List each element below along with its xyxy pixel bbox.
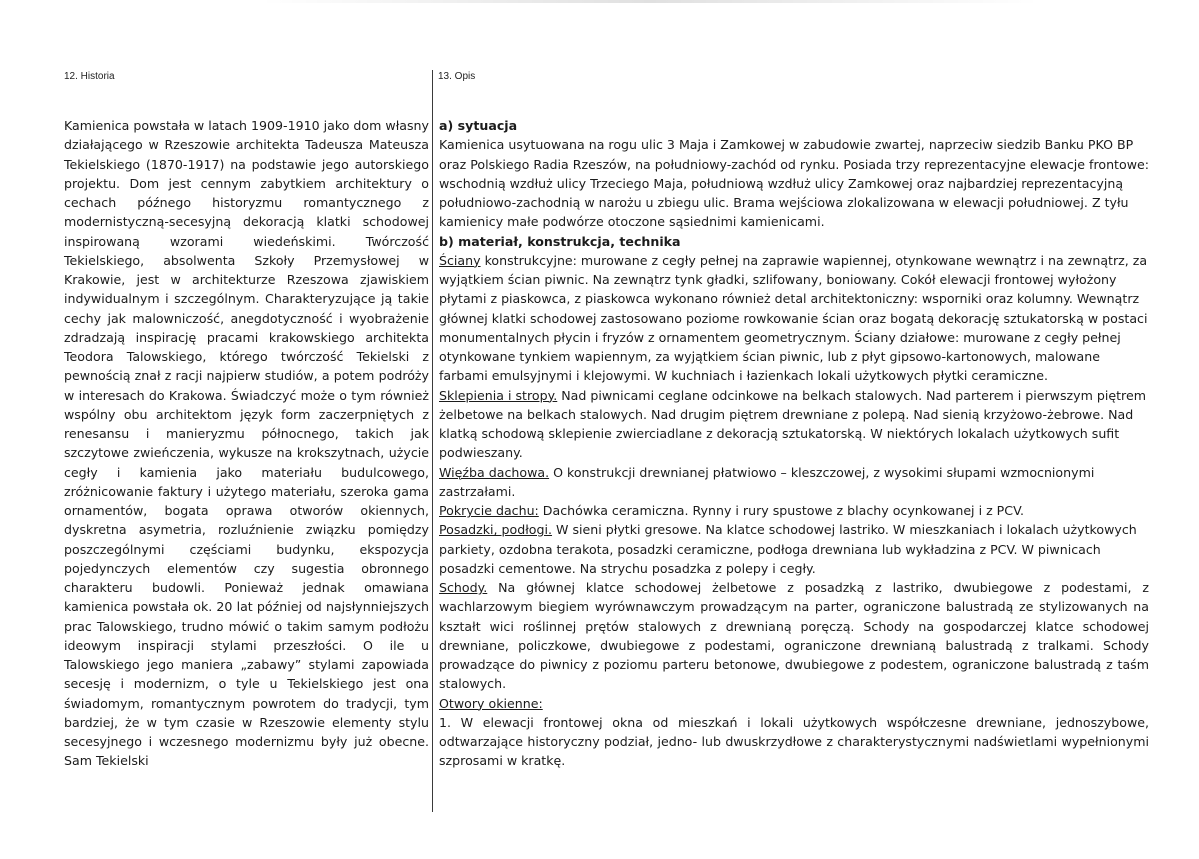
historia-text: Kamienica powstała w latach 1909-1910 jako dom własny działającego w Rzeszowie architekta Tadeusza Mateusza Tekielskiego (1870-1917) na podstawie jego autorskiego projektu. Dom jest cennym zabytkiem architektury o cechach późnego historyzmu romantycznego z modernistyczną-secesyjną dekoracją klatki schodowej inspirowaną wzorami wiedeńskimi. Twórczość Tekielskiego, absolwenta Szkoły Przemysłowej w Krakowie, jest w architekturze Rzeszowa zjawiskiem indywidualnym i szczególnym. Charakteryzujące ją takie cechy jak malowniczość, anegdotyczność i wyobrażenie zdradzają inspirację pracami krakowskiego architekta Teodora Talowskiego, którego twórczość Tekielski z pewnością znał z racji najpierw studiów, a potem podróży w interesach do Krakowa. Świadczyć może o tym również wspólny obu architektom język form zaczerpniętych z renesansu i manieryzmu północnego, takich jak szczytowe zwieńczenia, wykusze na krokszytnach, użycie cegły i kamienia jako materiału budulcowego, zróżnicowanie faktury i użytego materiału, szeroka gama ornamentów, bogata oprawa otworów okiennych, dyskretna asymetria, rozluźnienie związku pomiędzy poszczególnymi częściami budynku, ekspozycja pojedynczych elementów czy sugestia obronnego charakteru budowli. Ponieważ jednak omawiana kamienica powstała ok. 20 lat później od najsłynniejszych prac Talowskiego, trudno mówić o takim samym podłożu ideowym inspiracji stylami przeszłości. O ile u Talowskiego jego maniera „zabawy” stylami zapowiada secesję i modernizm, o tyle u Tekielskiego jest ona świadomym, romantycznym powrotem do tradycji, tym bardziej, że w tym czasie w Rzeszowie elementy stylu secesyjnego i wczesnego modernizmu były już obecne. Sam Tekielski [64,118,429,769]
otwory-label: Otwory okienne: [439,695,543,711]
otwory-text: 1. W elewacji frontowej okna od mieszkań i lokali użytkowych współczesne drewniane, jednoszybowe, odtwarzające historyczny podział, jedno- lub dwuskrzydłowe z charakterystycznymi nadświetlami wypełnionymi szprosami w kratkę. [439,714,1149,769]
wiezba-paragraph [439,463,1149,502]
schody-paragraph [439,578,1149,694]
sciany-text: konstrukcyjne: murowane z cegły pełnej na zaprawie wapiennej, otynkowane wewnątrz i na zewnątrz, za wyjątkiem ścian piwnic. Na zewnątrz tynk gładki, szlifowany, boniowany. Cokół elewacji frontowej wyłożony płytami z piaskowca, z piaskowca wykonano również detal architektoniczny: wsporniki oraz kolumny. Wewnątrz głównej klatki schodowej zastosowano poziome rowkowanie ścian oraz bogatą dekorację sztukatorską w postaci monumentalnych płycin i fryzów z ornamentem geometrycznym. Ściany działowe: murowane z cegły pełnej otynkowane tynkiem wapiennym, za wyjątkiem ścian piwnic, lub z płyt gipsowo-kartonowych, malowane farbami emulsyjnymi i klejowymi. W kuchniach i łazienkach lokali użytkowych płytki ceramiczne. [439,252,1148,384]
pokrycie-paragraph [439,501,1149,520]
section-headers [0,70,1199,86]
sklepienia-text: Nad piwnicami ceglane odcinkowe na belkach stalowych. Nad parterem i pierwszym piętrem żelbetowe na belkach stalowych. Nad drugim piętrem drewniane z polepą. Nad sienią krzyżowo-żebrowe. Nad klatką schodową sklepienie zwierciadlane z dekoracją sztukatorską. W niektórych lokalach użytkowych sufit podwieszany. [439,387,1146,461]
opis-column [439,116,1149,771]
scan-edge-shadow [260,0,1040,3]
wiezba-label: Więźba dachowa. [439,464,550,480]
wiezba-text: O konstrukcji drewnianej płatwiowo – kleszczowej, z wysokimi słupami wzmocnionymi zastrzałami. [439,464,1095,499]
column-divider [432,70,433,812]
historia-header: 12. Historia [64,71,115,82]
posadzki-label: Posadzki, podłogi. [439,522,553,538]
sklepienia-paragraph [439,386,1149,463]
posadzki-text: W sieni płytki gresowe. Na klatce schodowej lastriko. W mieszkaniach i lokalach użytkowych parkiety, ozdobna terakota, posadzki ceramiczne, podłoga drewniana lub wykładzina z PCV. W piwnicach posadzki cementowe. Na strychu posadzka z polepy i cegły. [439,522,1137,576]
posadzki-paragraph [439,520,1149,578]
sytuacja-text: Kamienica usytuowana na rogu ulic 3 Maja i Zamkowej w zabudowie zwartej, naprzeciw siedzib Banku PKO BP oraz Polskiego Radia Rzeszów, na południowy-zachód od rynku. Posiada trzy reprezentacyjne elewacje frontowe: wschodnią wzdłuż ulicy Trzeciego Maja, południową wzdłuż ulicy Zamkowej oraz najbardziej reprezentacyjną południowo-zachodnią w narożu u zbiegu ulic. Brama wejściowa zlokalizowana w elewacji południowej. Z tyłu kamienicy małe podwórze otoczone sąsiednimi kamienicami. [439,137,1149,230]
pokrycie-text: Dachówka ceramiczna. Rynny i rury spustowe z blachy ocynkowanej i z PCV. [538,503,1025,518]
sklepienia-label: Sklepienia i stropy. [439,387,558,403]
sciany-label: Ściany [439,252,481,268]
sytuacja-heading: a) sytuacja [439,118,518,133]
material-heading: b) materiał, konstrukcja, technika [439,233,681,249]
otwory-heading-line [439,694,1149,713]
historia-column [64,116,429,771]
schody-text: Na głównej klatce schodowej żelbetowe z posadzką z lastriko, dwubiegowe z podestami, z wachlarzowym biegiem wyrównawczym prowadzącym na parter, ograniczone balustradą ze stylizowanych na kształt wici roślinnej prętów stalowych z drewnianą poręczą. Schody na gospodarczej klatce schodowej drewniane, policzkowe, dwubiegowe z podestami, ograniczone drewnianą balustradą z tralkami. Schody prowadzące do piwnicy z poziomu parteru betonowe, dwubiegowe z podestem, ograniczone balustradą z taśm stalowych. [439,580,1149,692]
opis-header: 13. Opis [438,71,476,82]
pokrycie-label: Pokrycie dachu: [439,503,539,518]
schody-label: Schody. [439,580,488,595]
sciany-paragraph [439,251,1149,386]
